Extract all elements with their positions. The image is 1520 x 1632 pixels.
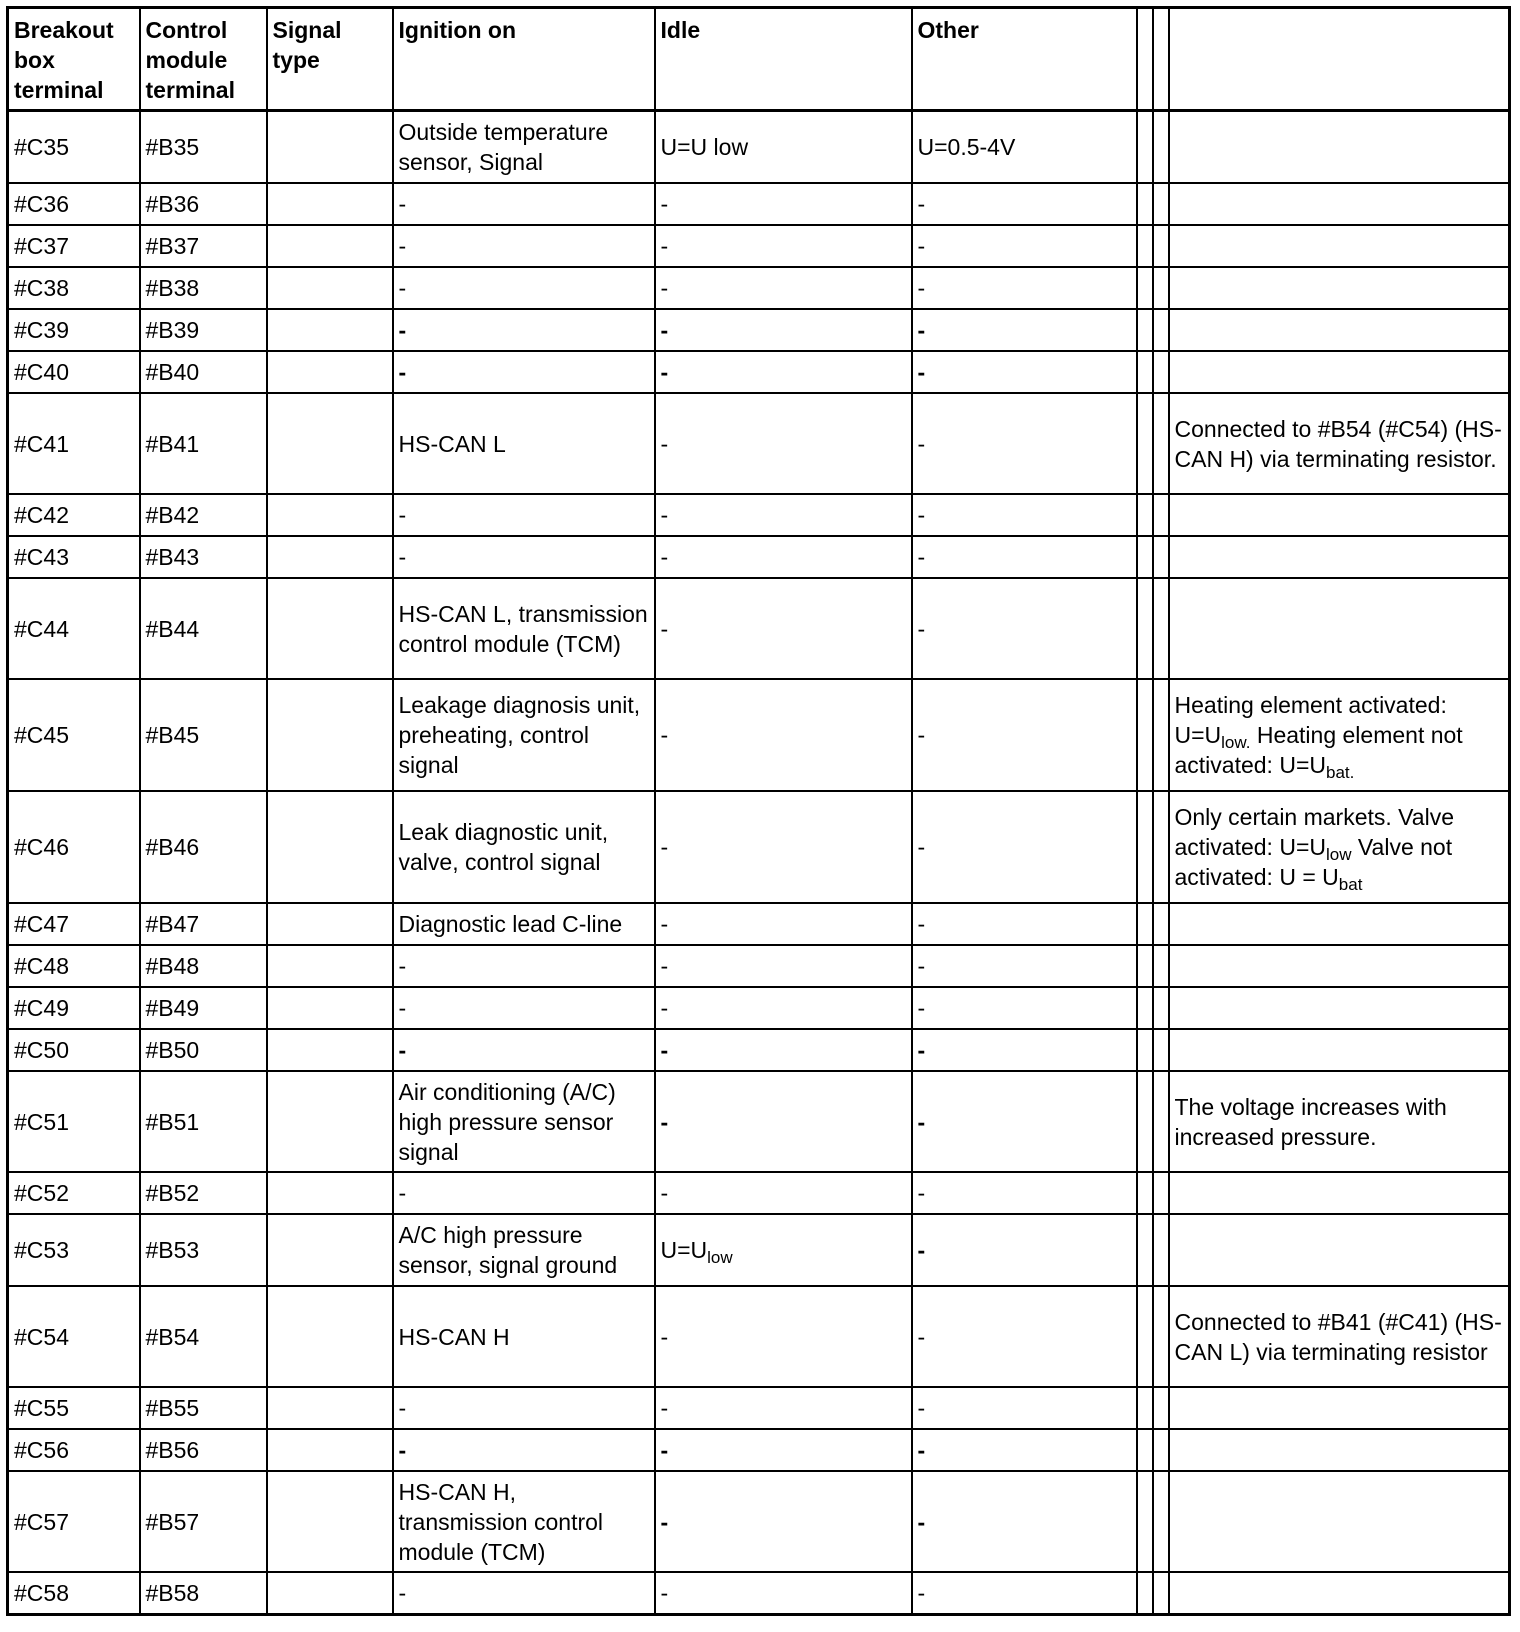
other-cell: - xyxy=(912,791,1137,903)
other-cell: - xyxy=(912,903,1137,945)
blank-cell xyxy=(1137,393,1153,494)
ignition-on-cell: - xyxy=(393,1572,655,1615)
blank-cell xyxy=(1153,578,1169,679)
table-row xyxy=(8,1286,1510,1387)
idle-cell: - xyxy=(655,351,912,393)
idle-cell: - xyxy=(655,987,912,1029)
table-row xyxy=(8,494,1510,536)
note-subscript: low xyxy=(1326,845,1352,864)
blank-cell xyxy=(1153,393,1169,494)
ignition-on-cell: HS-CAN L xyxy=(393,393,655,494)
idle-cell: - xyxy=(655,225,912,267)
table-row xyxy=(8,1071,1510,1172)
col-header-notes xyxy=(1169,8,1510,111)
table-row xyxy=(8,1029,1510,1071)
blank-cell xyxy=(1153,267,1169,309)
blank-cell xyxy=(1153,987,1169,1029)
module-terminal-cell: #B40 xyxy=(140,351,267,393)
signal-type-cell xyxy=(267,1429,393,1471)
other-cell: - xyxy=(912,267,1137,309)
col-header-blank-1 xyxy=(1137,8,1153,111)
blank-cell xyxy=(1137,494,1153,536)
ignition-on-cell: - xyxy=(393,987,655,1029)
blank-cell xyxy=(1153,1214,1169,1286)
module-terminal-cell: #B42 xyxy=(140,494,267,536)
idle-cell: - xyxy=(655,903,912,945)
blank-cell xyxy=(1137,111,1153,184)
breakout-terminal-cell: #C49 xyxy=(8,987,140,1029)
idle-cell: - xyxy=(655,183,912,225)
blank-cell xyxy=(1137,903,1153,945)
blank-cell xyxy=(1153,1572,1169,1615)
signal-type-cell xyxy=(267,183,393,225)
blank-cell xyxy=(1153,494,1169,536)
ignition-on-cell: - xyxy=(393,351,655,393)
note-cell xyxy=(1169,1572,1510,1615)
note-cell xyxy=(1169,987,1510,1029)
table-row xyxy=(8,1172,1510,1214)
breakout-terminal-cell: #C44 xyxy=(8,578,140,679)
blank-cell xyxy=(1153,945,1169,987)
note-text: Valve not activated: U = U xyxy=(1174,834,1453,890)
idle-cell xyxy=(655,1214,912,1286)
module-terminal-cell: #B39 xyxy=(140,309,267,351)
blank-cell xyxy=(1153,351,1169,393)
blank-cell xyxy=(1137,1214,1153,1286)
other-cell: - xyxy=(912,351,1137,393)
blank-cell xyxy=(1137,578,1153,679)
breakout-terminal-cell: #C52 xyxy=(8,1172,140,1214)
module-terminal-cell: #B37 xyxy=(140,225,267,267)
idle-cell: - xyxy=(655,309,912,351)
signal-type-cell xyxy=(267,111,393,184)
table-row xyxy=(8,1429,1510,1471)
ignition-on-cell: - xyxy=(393,309,655,351)
breakout-terminal-cell: #C53 xyxy=(8,1214,140,1286)
other-cell: - xyxy=(912,679,1137,791)
other-cell: - xyxy=(912,578,1137,679)
blank-cell xyxy=(1153,111,1169,184)
idle-cell: - xyxy=(655,1071,912,1172)
note-subscript: bat xyxy=(1338,875,1363,894)
breakout-terminal-cell: #C51 xyxy=(8,1071,140,1172)
table-row xyxy=(8,578,1510,679)
note-cell xyxy=(1169,1429,1510,1471)
breakout-terminal-cell: #C50 xyxy=(8,1029,140,1071)
table-row xyxy=(8,903,1510,945)
ignition-on-cell: Leak diagnostic unit, valve, control signal xyxy=(393,791,655,903)
other-cell: - xyxy=(912,1387,1137,1429)
note-cell xyxy=(1169,351,1510,393)
note-cell: Connected to #B54 (#C54) (HS-CAN H) via terminating resistor. xyxy=(1169,393,1510,494)
note-cell xyxy=(1169,111,1510,184)
signal-type-cell xyxy=(267,393,393,494)
signal-type-cell xyxy=(267,536,393,578)
signal-type-cell xyxy=(267,987,393,1029)
idle-cell: - xyxy=(655,791,912,903)
blank-cell xyxy=(1137,1172,1153,1214)
col-header-control-module-terminal: Control module terminal xyxy=(140,8,267,111)
module-terminal-cell: #B38 xyxy=(140,267,267,309)
breakout-terminal-cell: #C39 xyxy=(8,309,140,351)
col-header-blank-2 xyxy=(1153,8,1169,111)
terminal-table xyxy=(6,6,1511,1616)
blank-cell xyxy=(1153,1071,1169,1172)
signal-type-cell xyxy=(267,267,393,309)
table-row xyxy=(8,225,1510,267)
idle-cell: - xyxy=(655,1471,912,1572)
signal-type-cell xyxy=(267,1029,393,1071)
blank-cell xyxy=(1153,903,1169,945)
ignition-on-cell: Diagnostic lead C-line xyxy=(393,903,655,945)
note-cell xyxy=(1169,225,1510,267)
col-header-ignition-on: Ignition on xyxy=(393,8,655,111)
ignition-on-cell: - xyxy=(393,1029,655,1071)
breakout-terminal-cell: #C36 xyxy=(8,183,140,225)
signal-type-cell xyxy=(267,1214,393,1286)
ignition-on-cell: HS-CAN L, transmission control module (TCM) xyxy=(393,578,655,679)
table-row xyxy=(8,1214,1510,1286)
note-cell: Connected to #B41 (#C41) (HS-CAN L) via terminating resistor xyxy=(1169,1286,1510,1387)
module-terminal-cell: #B35 xyxy=(140,111,267,184)
other-cell: - xyxy=(912,1172,1137,1214)
ignition-on-cell: - xyxy=(393,267,655,309)
other-cell: - xyxy=(912,225,1137,267)
note-text: Heating element activated: U=U xyxy=(1174,692,1447,748)
signal-type-cell xyxy=(267,309,393,351)
blank-cell xyxy=(1137,987,1153,1029)
blank-cell xyxy=(1137,225,1153,267)
signal-type-cell xyxy=(267,1572,393,1615)
module-terminal-cell: #B50 xyxy=(140,1029,267,1071)
blank-cell xyxy=(1137,1429,1153,1471)
ignition-on-cell: - xyxy=(393,536,655,578)
idle-cell: - xyxy=(655,1429,912,1471)
module-terminal-cell: #B58 xyxy=(140,1572,267,1615)
table-row xyxy=(8,1387,1510,1429)
note-cell xyxy=(1169,1471,1510,1572)
ignition-on-cell: - xyxy=(393,1429,655,1471)
table-row xyxy=(8,1471,1510,1572)
note-subscript: bat. xyxy=(1326,763,1355,782)
blank-cell xyxy=(1153,309,1169,351)
note-cell xyxy=(1169,309,1510,351)
blank-cell xyxy=(1137,536,1153,578)
module-terminal-cell: #B46 xyxy=(140,791,267,903)
idle-cell: U=U low xyxy=(655,111,912,184)
blank-cell xyxy=(1153,1471,1169,1572)
note-cell xyxy=(1169,1387,1510,1429)
signal-type-cell xyxy=(267,578,393,679)
other-cell: - xyxy=(912,1429,1137,1471)
blank-cell xyxy=(1137,1286,1153,1387)
table-row xyxy=(8,679,1510,791)
blank-cell xyxy=(1137,1387,1153,1429)
other-cell: - xyxy=(912,183,1137,225)
ignition-on-cell: HS-CAN H xyxy=(393,1286,655,1387)
note-cell xyxy=(1169,679,1510,791)
blank-cell xyxy=(1153,536,1169,578)
signal-type-cell xyxy=(267,903,393,945)
blank-cell xyxy=(1137,183,1153,225)
breakout-terminal-cell: #C57 xyxy=(8,1471,140,1572)
signal-type-cell xyxy=(267,1387,393,1429)
breakout-terminal-cell: #C58 xyxy=(8,1572,140,1615)
breakout-terminal-cell: #C42 xyxy=(8,494,140,536)
breakout-terminal-cell: #C38 xyxy=(8,267,140,309)
blank-cell xyxy=(1153,1029,1169,1071)
note-cell xyxy=(1169,903,1510,945)
note-cell xyxy=(1169,183,1510,225)
signal-type-cell xyxy=(267,225,393,267)
other-cell: - xyxy=(912,1471,1137,1572)
signal-type-cell xyxy=(267,1286,393,1387)
other-cell: - xyxy=(912,536,1137,578)
module-terminal-cell: #B53 xyxy=(140,1214,267,1286)
note-cell xyxy=(1169,578,1510,679)
breakout-terminal-cell: #C54 xyxy=(8,1286,140,1387)
idle-cell: - xyxy=(655,679,912,791)
blank-cell xyxy=(1153,225,1169,267)
blank-cell xyxy=(1137,791,1153,903)
other-cell: - xyxy=(912,1029,1137,1071)
ignition-on-cell: Air conditioning (A/C) high pressure sensor signal xyxy=(393,1071,655,1172)
module-terminal-cell: #B49 xyxy=(140,987,267,1029)
module-terminal-cell: #B41 xyxy=(140,393,267,494)
idle-cell: - xyxy=(655,578,912,679)
blank-cell xyxy=(1153,679,1169,791)
signal-type-cell xyxy=(267,945,393,987)
breakout-terminal-cell: #C46 xyxy=(8,791,140,903)
breakout-terminal-cell: #C56 xyxy=(8,1429,140,1471)
note-cell xyxy=(1169,1029,1510,1071)
blank-cell xyxy=(1137,679,1153,791)
idle-text: U=U xyxy=(660,1237,708,1263)
other-cell: - xyxy=(912,1071,1137,1172)
note-cell xyxy=(1169,945,1510,987)
note-cell xyxy=(1169,1214,1510,1286)
idle-cell: - xyxy=(655,1286,912,1387)
idle-cell: - xyxy=(655,1572,912,1615)
signal-type-cell xyxy=(267,351,393,393)
blank-cell xyxy=(1153,1172,1169,1214)
module-terminal-cell: #B55 xyxy=(140,1387,267,1429)
ignition-on-cell: - xyxy=(393,225,655,267)
note-cell xyxy=(1169,1172,1510,1214)
idle-cell: - xyxy=(655,1172,912,1214)
blank-cell xyxy=(1153,1387,1169,1429)
signal-type-cell xyxy=(267,679,393,791)
breakout-terminal-cell: #C35 xyxy=(8,111,140,184)
table-row xyxy=(8,1572,1510,1615)
table-row xyxy=(8,987,1510,1029)
signal-type-cell xyxy=(267,1471,393,1572)
note-cell xyxy=(1169,536,1510,578)
ignition-on-cell: Outside temperature sensor, Signal xyxy=(393,111,655,184)
module-terminal-cell: #B51 xyxy=(140,1071,267,1172)
ignition-on-cell: Leakage diagnosis unit, preheating, control signal xyxy=(393,679,655,791)
table-row xyxy=(8,393,1510,494)
note-text: Only certain markets. Valve activated: U=U xyxy=(1174,804,1455,860)
other-cell: - xyxy=(912,1214,1137,1286)
col-header-signal-type: Signal type xyxy=(267,8,393,111)
module-terminal-cell: #B57 xyxy=(140,1471,267,1572)
table-row xyxy=(8,791,1510,903)
breakout-terminal-cell: #C55 xyxy=(8,1387,140,1429)
col-header-other: Other xyxy=(912,8,1137,111)
idle-cell: - xyxy=(655,1387,912,1429)
blank-cell xyxy=(1137,351,1153,393)
col-header-idle: Idle xyxy=(655,8,912,111)
other-cell: - xyxy=(912,945,1137,987)
signal-type-cell xyxy=(267,791,393,903)
other-cell: - xyxy=(912,494,1137,536)
blank-cell xyxy=(1137,309,1153,351)
table-row xyxy=(8,536,1510,578)
other-cell: U=0.5-4V xyxy=(912,111,1137,184)
ignition-on-cell: - xyxy=(393,945,655,987)
idle-cell: - xyxy=(655,945,912,987)
signal-type-cell xyxy=(267,494,393,536)
other-cell: - xyxy=(912,1286,1137,1387)
module-terminal-cell: #B43 xyxy=(140,536,267,578)
header-row xyxy=(8,8,1510,111)
module-terminal-cell: #B56 xyxy=(140,1429,267,1471)
breakout-terminal-cell: #C45 xyxy=(8,679,140,791)
table-row xyxy=(8,267,1510,309)
blank-cell xyxy=(1137,945,1153,987)
module-terminal-cell: #B54 xyxy=(140,1286,267,1387)
ignition-on-cell: - xyxy=(393,1387,655,1429)
idle-cell: - xyxy=(655,494,912,536)
table-row xyxy=(8,351,1510,393)
breakout-terminal-cell: #C47 xyxy=(8,903,140,945)
col-header-breakout-box-terminal: Breakout box terminal xyxy=(8,8,140,111)
breakout-terminal-cell: #C41 xyxy=(8,393,140,494)
table-row xyxy=(8,945,1510,987)
blank-cell xyxy=(1137,1071,1153,1172)
table-row xyxy=(8,183,1510,225)
blank-cell xyxy=(1137,267,1153,309)
module-terminal-cell: #B47 xyxy=(140,903,267,945)
note-cell xyxy=(1169,494,1510,536)
note-cell: The voltage increases with increased pressure. xyxy=(1169,1071,1510,1172)
module-terminal-cell: #B52 xyxy=(140,1172,267,1214)
other-cell: - xyxy=(912,309,1137,351)
ignition-on-cell: HS-CAN H, transmission control module (TCM) xyxy=(393,1471,655,1572)
table-row xyxy=(8,111,1510,184)
signal-type-cell xyxy=(267,1172,393,1214)
table-row xyxy=(8,309,1510,351)
signal-type-cell xyxy=(267,1071,393,1172)
idle-cell: - xyxy=(655,1029,912,1071)
module-terminal-cell: #B44 xyxy=(140,578,267,679)
other-cell: - xyxy=(912,393,1137,494)
ignition-on-cell: A/C high pressure sensor, signal ground xyxy=(393,1214,655,1286)
blank-cell xyxy=(1137,1572,1153,1615)
idle-subscript: low xyxy=(707,1248,733,1267)
other-cell: - xyxy=(912,987,1137,1029)
note-cell xyxy=(1169,267,1510,309)
module-terminal-cell: #B45 xyxy=(140,679,267,791)
module-terminal-cell: #B48 xyxy=(140,945,267,987)
blank-cell xyxy=(1137,1471,1153,1572)
breakout-terminal-cell: #C43 xyxy=(8,536,140,578)
breakout-terminal-cell: #C40 xyxy=(8,351,140,393)
breakout-terminal-cell: #C37 xyxy=(8,225,140,267)
ignition-on-cell: - xyxy=(393,494,655,536)
note-subscript: low. xyxy=(1221,733,1251,752)
blank-cell xyxy=(1137,1029,1153,1071)
blank-cell xyxy=(1153,183,1169,225)
note-text: Heating element not activated: U=U xyxy=(1174,722,1463,778)
note-cell xyxy=(1169,791,1510,903)
idle-cell: - xyxy=(655,536,912,578)
ignition-on-cell: - xyxy=(393,183,655,225)
blank-cell xyxy=(1153,1286,1169,1387)
other-cell: - xyxy=(912,1572,1137,1615)
blank-cell xyxy=(1153,1429,1169,1471)
breakout-terminal-cell: #C48 xyxy=(8,945,140,987)
idle-cell: - xyxy=(655,393,912,494)
module-terminal-cell: #B36 xyxy=(140,183,267,225)
blank-cell xyxy=(1153,791,1169,903)
idle-cell: - xyxy=(655,267,912,309)
ignition-on-cell: - xyxy=(393,1172,655,1214)
